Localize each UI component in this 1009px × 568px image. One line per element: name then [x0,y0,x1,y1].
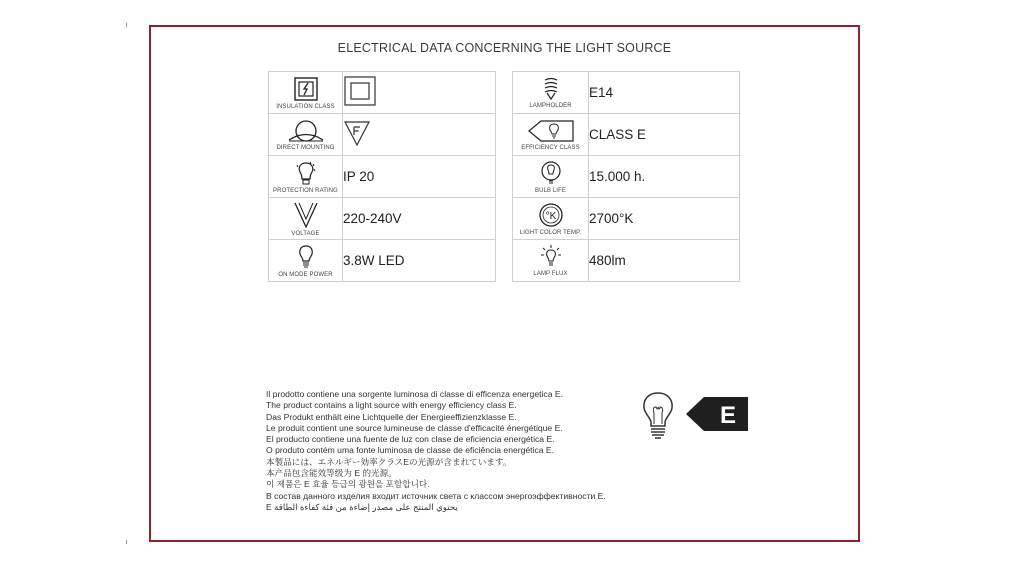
table-cell: E14 [589,72,740,114]
table-row [269,240,496,282]
page-title: ELECTRICAL DATA CONCERNING THE LIGHT SOURCE [337,41,672,55]
table-row [513,198,740,240]
table-row [513,72,740,114]
statement-line: 本製品には、エネルギー効率クラスEの光源が含まれています。 [266,456,512,467]
label-frame [149,25,860,542]
insulation-class-icon [292,76,320,102]
table-cell [513,156,589,198]
table-cell [513,198,589,240]
cell-label: PROTECTION RATING [273,187,338,194]
lamp-flux-icon [537,245,565,269]
statement-line: 本产品包含能效等级为 E 的光源。 [266,468,397,479]
table-cell [343,114,496,156]
table-cell [513,114,589,156]
table-row [513,114,740,156]
cell-label: VOLTAGE [291,230,320,237]
energy-class-statement [266,389,696,513]
protection-rating-icon [295,160,317,186]
table-cell [269,114,343,156]
statement-line: E يحتوي المنتج على مصدر إضاءة من فئة كفاءة الطاقة [266,501,458,512]
cell-label: DIRECT MOUNTING [276,144,335,151]
electrical-data-table-right [512,71,740,282]
lampholder-icon [543,77,559,101]
table-cell: 3.8W LED [343,240,496,282]
statement-line: El producto contiene una fuente de luz con clase de eficiencia energética E. [266,434,555,445]
table-cell: 220-240V [343,198,496,240]
cell-label: INSULATION CLASS [276,103,335,110]
statement-line: The product contains a light source with energy efficiency class E. [266,400,517,411]
table-cell [269,72,343,114]
table-cell: 15.000 h. [589,156,740,198]
table-row [269,114,496,156]
statement-line: 이 제품은 E 효율 등급의 광원을 포함합니다. [266,479,430,490]
bulb-life-icon [539,160,563,186]
table-cell [269,156,343,198]
light-bulb-icon [640,391,676,441]
color-temp-icon [538,202,564,228]
statement-line: Le produit contient une source lumineuse de classe d'efficacité énergétique E. [266,422,563,433]
electrical-data-table-left [268,71,496,282]
cell-label: LAMP FLUX [533,270,568,277]
double-insulation-icon [343,75,377,107]
table-cell [269,240,343,282]
table-cell: 480lm [589,240,740,282]
table-row [513,156,740,198]
table-cell: IP 20 [343,156,496,198]
table-cell: 2700°K [589,198,740,240]
f-mark-icon [343,119,371,147]
cell-label: LIGHT COLOR TEMP. [519,229,582,236]
voltage-icon [293,201,319,229]
statement-line: Das Produkt enthält eine Lichtquelle der Energieeffizienzklasse E. [266,411,517,422]
bulb-icon [297,244,315,270]
cell-label: ON MODE POWER [278,271,333,278]
table-cell [343,72,496,114]
energy-class-badge [686,397,748,431]
cell-label: BULB LIFE [535,187,566,194]
cell-label: EFFICIENCY CLASS [521,144,580,151]
statement-line: Il prodotto contiene una sorgente luminosa di classe di efficenza energetica E. [266,389,563,399]
svg-text:°K: °K [545,210,556,222]
table-row [513,240,740,282]
table-row [269,198,496,240]
table-cell [513,72,589,114]
table-cell: CLASS E [589,114,740,156]
edge-mark [126,540,127,544]
direct-mounting-icon [287,119,325,143]
table-cell [513,240,589,282]
statement-line: O produto contém uma fonte luminosa de classe de eficiência energética E. [266,445,555,456]
edge-mark [126,23,127,27]
table-row [269,72,496,114]
energy-class-letter: E [719,402,737,429]
table-cell [269,198,343,240]
cell-label: LAMPHOLDER [529,102,572,109]
statement-line: В состав данного изделия входит источник света с классом энергоэффективности E. [266,490,606,501]
efficiency-class-icon [527,119,575,143]
table-row [269,156,496,198]
